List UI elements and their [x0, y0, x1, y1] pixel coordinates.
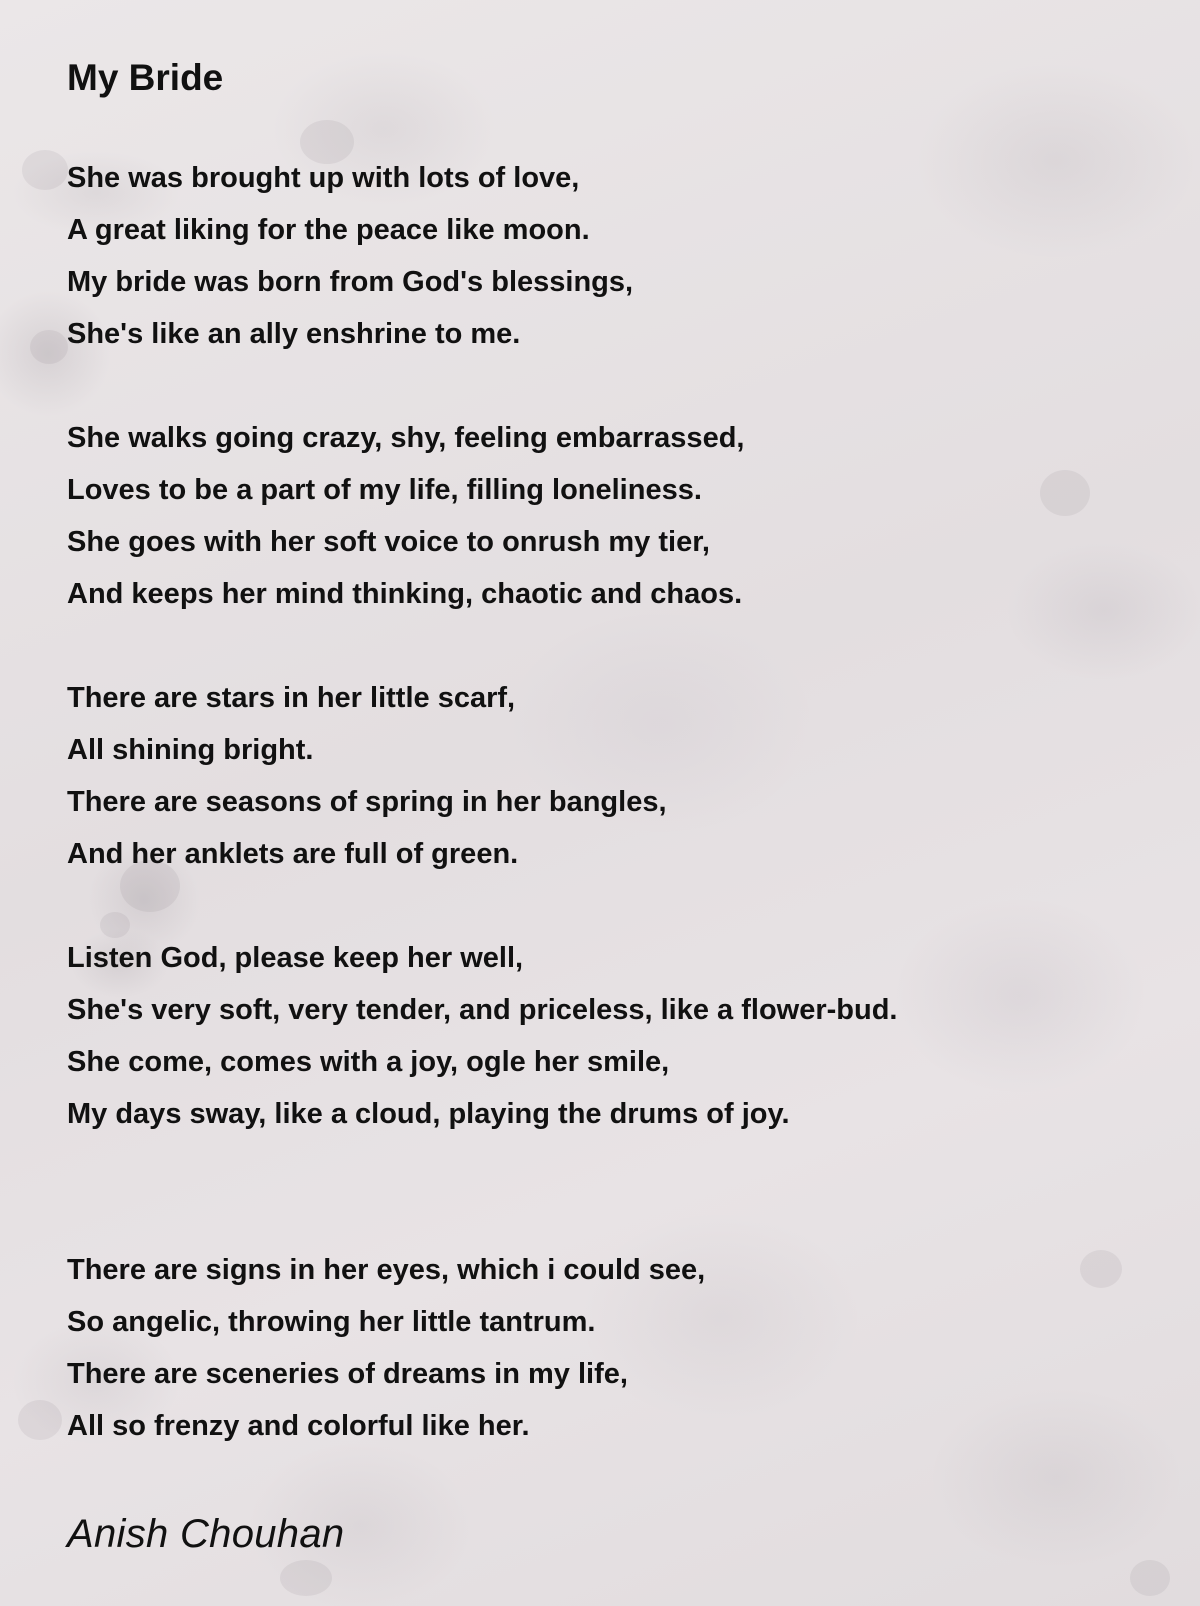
stanza-4	[67, 932, 1147, 1140]
poem-line: She's like an ally enshrine to me.	[67, 318, 521, 350]
poem-line: There are seasons of spring in her bangles,	[67, 786, 667, 818]
poem-line: There are signs in her eyes, which i could see,	[67, 1254, 706, 1286]
title-spacer	[67, 108, 1147, 152]
poem-line: There are stars in her little scarf,	[67, 682, 516, 714]
poem-line: And her anklets are full of green.	[67, 838, 519, 870]
stanza-gap	[67, 360, 1147, 412]
background-ink-spot	[18, 1400, 62, 1440]
background-ink-spot	[1130, 1560, 1170, 1596]
poem-line: She come, comes with a joy, ogle her smile,	[67, 1046, 670, 1078]
poem-container	[67, 48, 1147, 1564]
poem-title: My Bride	[67, 57, 224, 98]
background-ink-spot	[22, 150, 68, 190]
poem-line: There are sceneries of dreams in my life,	[67, 1358, 628, 1390]
poem-line: She was brought up with lots of love,	[67, 162, 580, 194]
stanza-3	[67, 672, 1147, 880]
poem-line: My bride was born from God's blessings,	[67, 266, 634, 298]
background-ink-spot	[30, 330, 68, 364]
poem-line: All shining bright.	[67, 734, 314, 766]
stanza-2	[67, 412, 1147, 620]
background-ink-spot	[280, 1560, 332, 1596]
poem-line: All so frenzy and colorful like her.	[67, 1410, 530, 1442]
poem-line: She's very soft, very tender, and priceless, like a flower-bud.	[67, 994, 898, 1026]
stanza-1	[67, 152, 1147, 360]
poem-line: She goes with her soft voice to onrush my tier,	[67, 526, 710, 558]
stanza-gap	[67, 620, 1147, 672]
poem-line: And keeps her mind thinking, chaotic and chaos.	[67, 578, 743, 610]
stanza-gap	[67, 880, 1147, 932]
poem-line: A great liking for the peace like moon.	[67, 214, 590, 246]
poem-line: So angelic, throwing her little tantrum.	[67, 1306, 596, 1338]
stanza-gap	[67, 1140, 1147, 1244]
poem-author: Anish Chouhan	[67, 1512, 345, 1556]
poem-line: Listen God, please keep her well,	[67, 942, 524, 974]
poem-line: My days sway, like a cloud, playing the drums of joy.	[67, 1098, 790, 1130]
stanza-5	[67, 1244, 1147, 1452]
poem-line: Loves to be a part of my life, filling loneliness.	[67, 474, 702, 506]
poem-line: She walks going crazy, shy, feeling embarrassed,	[67, 422, 745, 454]
